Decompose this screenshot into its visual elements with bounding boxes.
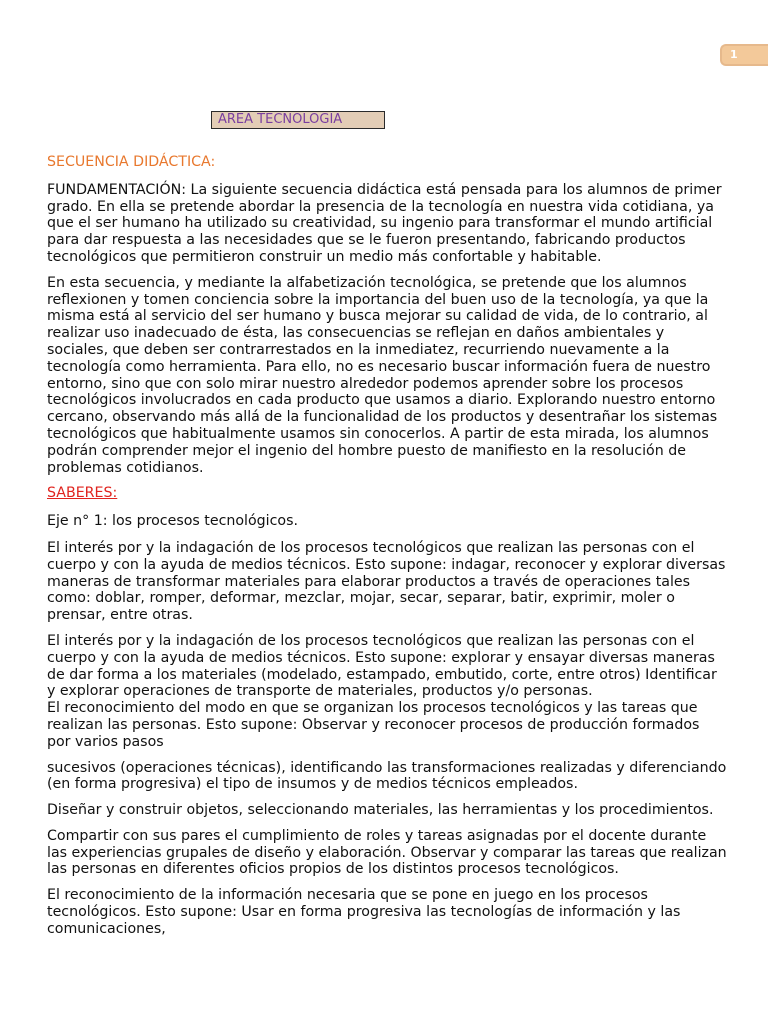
area-title-box: AREA TECNOLOGIA [211,111,385,129]
paragraph-alfabetizacion: En esta secuencia, y mediante la alfabetización tecnológica, se pretende que los alumnos reflexionen y tomen conciencia sobre la importancia del buen uso de la tecnología, ya que la misma está al servicio del ser humano y busca mejorar su calidad de vida, de lo contrario, al realizar uso inadecuado de ésta, las consecuencias se reflejan en daños ambientales y sociales, que deben ser contrarrestados en la inmediatez, recurriendo nuevamente a la tecnología como herramienta. Para ello, no es necesario buscar información fuera de nuestro entorno, sino que con solo mirar nuestro alrededor podemos aprender sobre los procesos tecnológicos involucrados en cada producto que usamos a diario. Explorando nuestro entorno cercano, observando más allá de la funcionalidad de los productos y desentrañar los sistemas tecnológicos que habitualmente usamos sin conocerlos. A partir de esta mirada, los alumnos podrán comprender mejor el ingenio del hombre puesto de manifiesto en la resolución de problemas cotidianos. [47,274,718,476]
heading-secuencia-didactica: SECUENCIA DIDÁCTICA: [47,154,216,170]
heading-saberes-text: SABERES: [47,485,118,502]
paragraph-interes-1: El interés por y la indagación de los procesos tecnológicos que realizan las personas con el cuerpo y con la ayuda de medios técnicos. Esto supone: indagar, reconocer y explorar diversas maneras de transformar materiales para elaborar productos a través de operaciones tales como: doblar, romper, deformar, mezclar, mojar, secar, separar, batir, exprimir, moler o prensar, entre otras. [47,539,726,624]
paragraph-reconocimiento-modo: El reconocimiento del modo en que se organizan los procesos tecnológicos y las tareas que realizan las personas. Esto supone: Observar y reconocer procesos de producción formados por varios pasos [47,700,700,750]
paragraph-compartir: Compartir con sus pares el cumplimiento de roles y tareas asignadas por el docente durante las experiencias grupales de diseño y elaboración. Observar y comparar las tareas que realizan las personas en diferentes oficios propios de los distintos procesos tecnológicos. [47,827,727,878]
heading-saberes [47,485,727,502]
paragraph-sucesivos: sucesivos (operaciones técnicas), identificando las transformaciones realizadas y diferenciando (en forma progresiva) el tipo de insumos y de medios técnicos empleados. [47,759,727,793]
document-body [47,154,727,947]
paragraph-eje: Eje n° 1: los procesos tecnológicos. [47,513,299,530]
paragraph-informacion: El reconocimiento de la información necesaria que se pone en juego en los procesos tecnológicos. Esto supone: Usar en forma progresiva las tecnologías de información y las comunicaciones, [47,887,681,937]
paragraph-interes-2: El interés por y la indagación de los procesos tecnológicos que realizan las personas con el cuerpo y con la ayuda de medios técnicos. Esto supone: explorar y ensayar diversas maneras de dar forma a los materiales (modelado, estampado, embutido, corte, entre otros) Identificar y explorar operaciones de transporte de materiales, productos y/o personas. [47,632,717,700]
paragraph-fundamentacion: FUNDAMENTACIÓN: La siguiente secuencia didáctica está pensada para los alumnos de primer grado. En ella se pretende abordar la presencia de la tecnología en nuestra vida cotidiana, ya que el ser humano ha utilizado su creatividad, su ingenio para transformar el mundo artificial para dar respuesta a las necesidades que se le fueron presentando, fabricando productos tecnológicos que permitieron construir un medio más confortable y habitable. [47,181,722,265]
page-number-tab: 1 [720,44,768,66]
paragraph-disenar: Diseñar y construir objetos, seleccionando materiales, las herramientas y los procedimientos. [47,802,714,819]
